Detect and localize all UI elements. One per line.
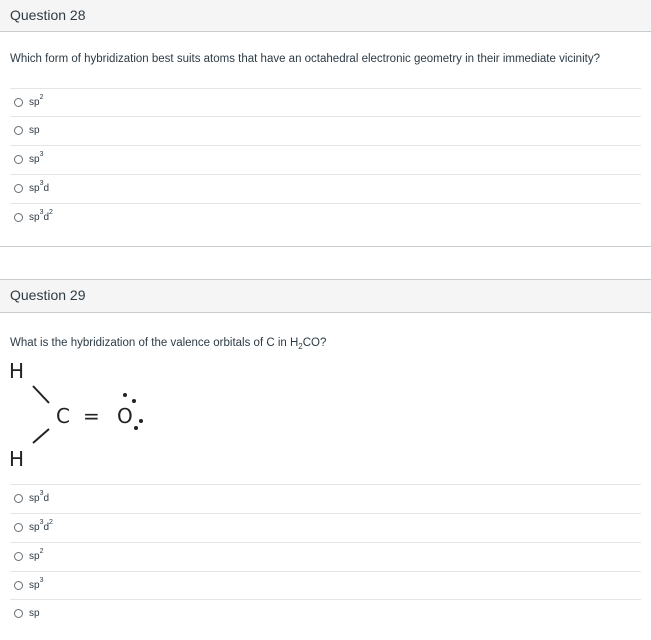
answer-option[interactable] (10, 542, 641, 570)
lone-pair-dot (139, 419, 143, 423)
radio-button[interactable] (14, 581, 23, 590)
hydrogen-bottom-label: H (9, 447, 25, 470)
answer-option[interactable] (10, 203, 641, 231)
question-29-header (0, 279, 651, 313)
question-bottom-border (0, 246, 651, 247)
answer-option[interactable] (10, 571, 641, 599)
radio-button[interactable] (14, 494, 23, 503)
oxygen-label: O (117, 404, 133, 428)
radio-button[interactable] (14, 552, 23, 561)
formaldehyde-structure-diagram (5, 360, 155, 470)
answer-option[interactable] (10, 513, 641, 541)
answer-label: sp 3 (29, 151, 44, 165)
answer-option[interactable] (10, 174, 641, 202)
radio-button[interactable] (14, 213, 23, 222)
answer-label: sp 3 d 2 (29, 519, 53, 533)
lone-pair-dot (123, 393, 127, 397)
double-bond-symbol: = (83, 404, 100, 428)
question-title: Question 28 (10, 7, 86, 23)
answer-option[interactable] (10, 88, 641, 116)
answer-label: sp 3 d 2 (29, 209, 53, 223)
answer-label: sp (29, 125, 40, 136)
lone-pair-dot (132, 399, 136, 403)
answer-option[interactable] (10, 116, 641, 144)
answer-option[interactable] (10, 484, 641, 512)
radio-button[interactable] (14, 184, 23, 193)
radio-button[interactable] (14, 155, 23, 164)
radio-button[interactable] (14, 126, 23, 135)
radio-button[interactable] (14, 98, 23, 107)
bond-line (33, 429, 49, 443)
radio-button[interactable] (14, 523, 23, 532)
lone-pair-dot (134, 426, 138, 430)
answer-option[interactable] (10, 145, 641, 173)
question-28-header (0, 0, 651, 32)
bond-line (33, 386, 49, 403)
hydrogen-top-label: H (9, 360, 25, 383)
answer-label: sp 2 (29, 548, 44, 562)
question-text: Which form of hybridization best suits atoms that have an octahedral electronic geometry in their immediate vicinity? (10, 53, 600, 65)
answer-label: sp 3 (29, 577, 44, 591)
answer-label: sp (29, 608, 40, 619)
radio-button[interactable] (14, 609, 23, 618)
carbon-label: C (56, 404, 70, 428)
answer-label: sp 2 (29, 94, 44, 108)
question-title: Question 29 (10, 287, 86, 303)
answer-label: sp 3 d (29, 180, 50, 194)
question-text: What is the hybridization of the valence orbitals of C in $H_2CO$? (10, 337, 327, 351)
answer-label: sp 3 d (29, 490, 50, 504)
answer-option[interactable] (10, 599, 641, 627)
